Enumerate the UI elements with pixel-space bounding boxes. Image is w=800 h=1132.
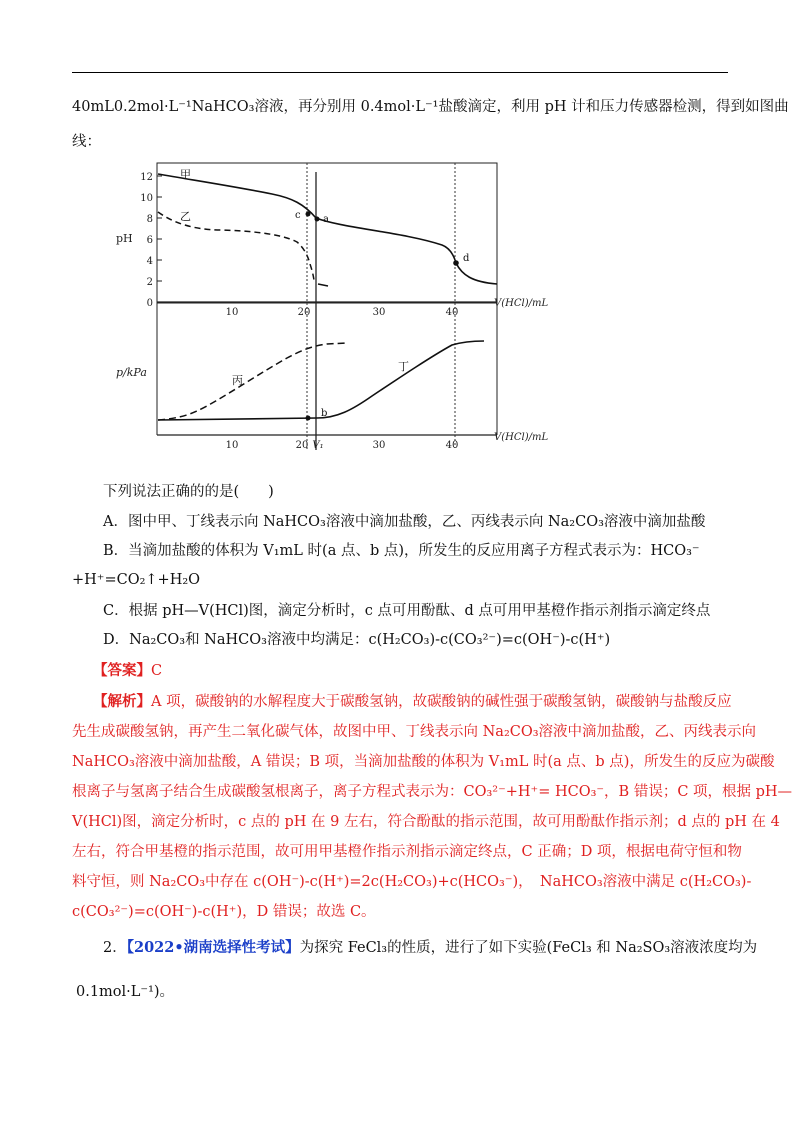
- ytick-12: 12: [140, 172, 153, 183]
- analysis-tag: 【解析】: [93, 693, 151, 710]
- analysis-line-5: V(HCl)图，滴定分析时，c 点的 pH 在 9 左右，符合酚酞的指示范围，故可用酚酞作指示剂；d 点的 pH 在 4: [72, 814, 780, 830]
- bottom-xlabel: V(HCl)/mL: [494, 432, 549, 443]
- top-xtick-30: 30: [372, 307, 386, 318]
- top-xtick-20: 20: [297, 307, 311, 318]
- label-b: b: [321, 408, 328, 419]
- option-d: D．Na₂CO₃和 NaHCO₃溶液中均满足：c(H₂CO₃)-c(CO₃²⁻)=c(OH⁻)-c(H⁺): [103, 632, 611, 648]
- curve-bing: [158, 343, 347, 420]
- label-yi: 乙: [180, 210, 191, 223]
- question-stem: 下列说法正确的的是( ): [103, 484, 274, 500]
- bottom-ylabel: p/kPa: [116, 366, 147, 379]
- option-b-line1: B．当滴加盐酸的体积为 V₁mL 时(a 点、b 点)，所发生的反应用离子方程式表示为：HCO₃⁻: [103, 543, 700, 559]
- question-2-source-tag: 【2022•湖南选择性考试】: [126, 939, 300, 956]
- answer-value: C: [151, 663, 163, 679]
- titration-figure: [112, 160, 562, 450]
- analysis-text-1: A 项，碳酸钠的水解程度大于碳酸氢钠，故碳酸钠的碱性强于碳酸氢钠，碳酸钠与盐酸反应: [151, 694, 732, 710]
- point-d-marker: [453, 260, 459, 266]
- label-ding: 丁: [398, 360, 409, 373]
- label-jia: 甲: [180, 168, 191, 181]
- question-2-line1: [103, 938, 757, 958]
- bottom-xtick-20: 20: [295, 440, 309, 450]
- bottom-xtick-30: 30: [372, 440, 386, 450]
- intro-line-2: 线：: [72, 134, 101, 150]
- point-b-marker: [306, 416, 311, 421]
- analysis-line-3: NaHCO₃溶液中滴加盐酸，A 错误；B 项，当滴加盐酸的体积为 V₁mL 时(a 点、b 点)，所发生的反应为碳酸: [72, 754, 775, 770]
- ytick-4: 4: [146, 256, 153, 267]
- point-c-marker: [306, 212, 311, 217]
- bottom-xtick-10: 10: [225, 440, 239, 450]
- answer-tag: 【答案】: [93, 662, 151, 679]
- question-2-number: 2．: [103, 940, 127, 956]
- ytick-2: 2: [146, 277, 153, 288]
- analysis-line-6: 左右，符合甲基橙的指示范围，故可用甲基橙作指示剂指示滴定终点，C 正确；D 项，根据电荷守恒和物: [72, 844, 742, 860]
- ytick-0: 0: [146, 298, 153, 309]
- ytick-10: 10: [140, 193, 153, 204]
- ytick-8: 8: [146, 214, 153, 225]
- bottom-xtick-v1: V₁: [312, 440, 324, 450]
- header-rule: [72, 72, 728, 73]
- label-bing: 丙: [232, 374, 243, 387]
- top-xtick-40: 40: [445, 307, 459, 318]
- label-d: d: [463, 253, 470, 264]
- question-2-text: 为探究 FeCl₃的性质，进行了如下实验(FeCl₃ 和 Na₂SO₃溶液浓度均为: [299, 940, 758, 956]
- option-c: C．根据 pH—V(HCl)图，滴定分析时，c 点可用酚酞、d 点可用甲基橙作指示剂指示滴定终点: [103, 603, 711, 619]
- top-chart-frame: [157, 163, 497, 303]
- answer-line: [93, 661, 162, 681]
- analysis-line-2: 先生成碳酸氢钠，再产生二氧化碳气体，故图中甲、丁线表示向 Na₂CO₃溶液中滴加盐酸，乙、丙线表示向: [72, 724, 757, 740]
- top-ylabel: pH: [116, 232, 133, 245]
- option-a: A．图中甲、丁线表示向 NaHCO₃溶液中滴加盐酸，乙、丙线表示向 Na₂CO₃溶液中滴加盐酸: [103, 514, 706, 530]
- ytick-6: 6: [146, 235, 153, 246]
- top-xlabel: V(HCl)/mL: [494, 298, 549, 309]
- intro-line-1: 40mL0.2mol·L⁻¹NaHCO₃溶液，再分别用 0.4mol·L⁻¹盐酸滴定，利用 pH 计和压力传感器检测，得到如图曲: [72, 99, 789, 115]
- analysis-line-1: [93, 692, 732, 712]
- question-2-line2: 0.1mol·L⁻¹)。: [76, 984, 175, 1000]
- top-xtick-10: 10: [225, 307, 239, 318]
- analysis-line-4: 根离子与氢离子结合生成碳酸氢根离子，离子方程式表示为：CO₃²⁻+H⁺= HCO₃⁻，B 错误；C 项，根据 pH—: [72, 784, 793, 800]
- bottom-xtick-40: 40: [445, 440, 459, 450]
- option-b-line2: +H⁺=CO₂↑+H₂O: [72, 572, 201, 588]
- analysis-line-7: 料守恒，则 Na₂CO₃中存在 c(OH⁻)-c(H⁺)=2c(H₂CO₃)+c(HCO₃⁻)， NaHCO₃溶液中满足 c(H₂CO₃)-: [72, 874, 752, 890]
- analysis-line-8: c(CO₃²⁻)=c(OH⁻)-c(H⁺)，D 错误；故选 C。: [72, 904, 376, 920]
- label-c: c: [295, 210, 301, 221]
- label-a: a: [323, 214, 329, 225]
- curve-yi-tail: [318, 284, 328, 286]
- point-a-marker: [315, 217, 320, 222]
